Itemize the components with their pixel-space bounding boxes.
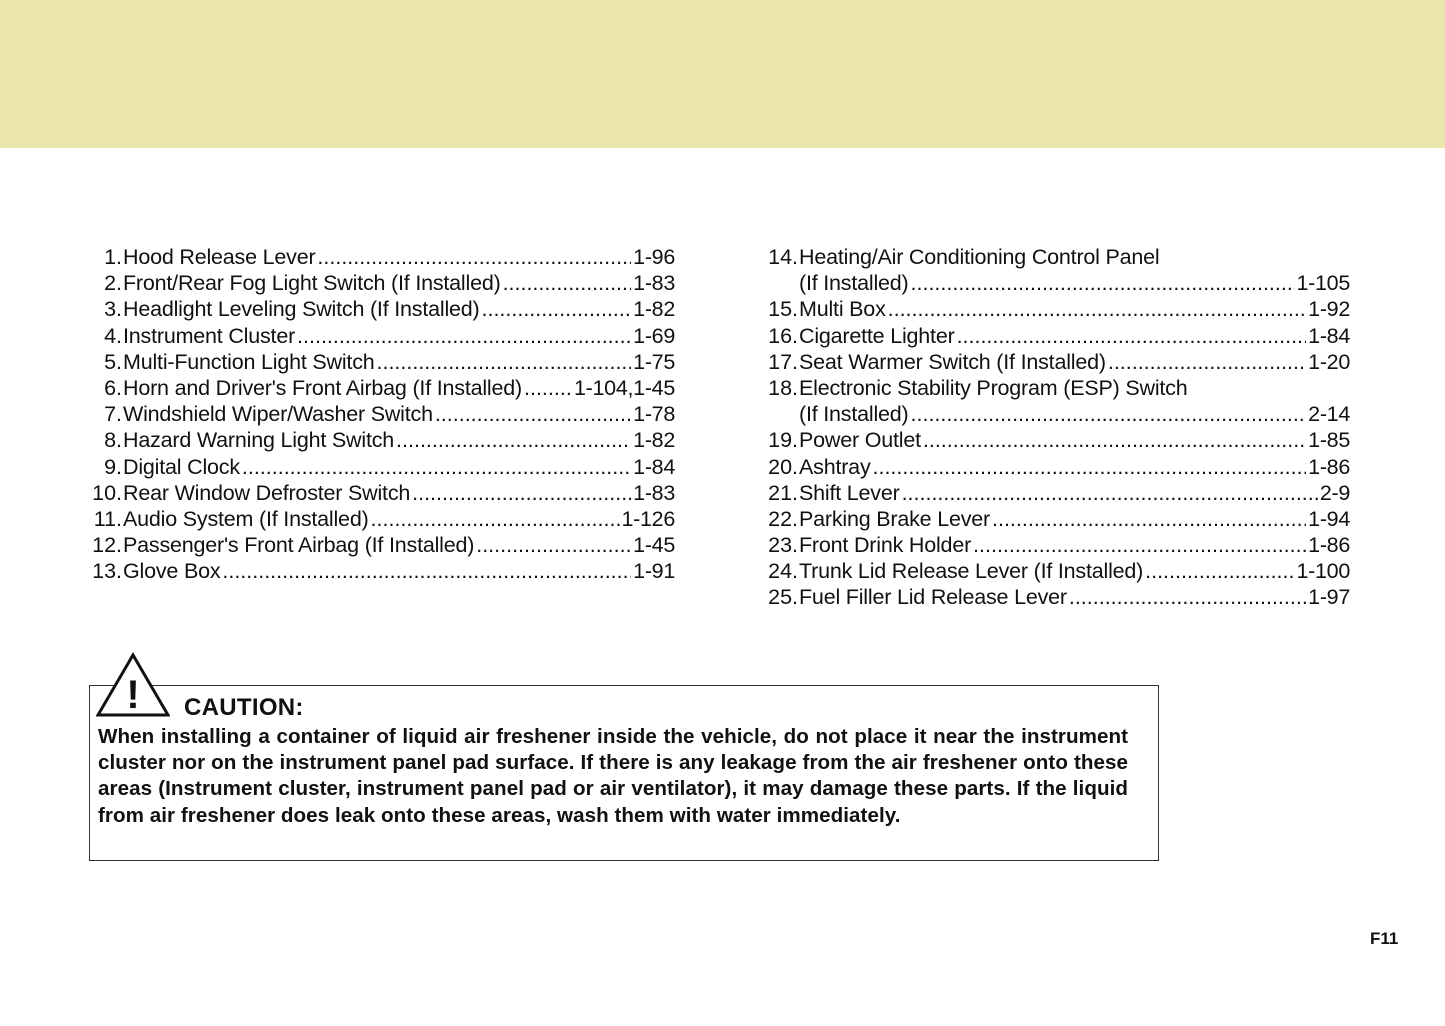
toc-entry-title: Multi Box	[799, 297, 886, 322]
toc-entry-number: 9.	[104, 454, 122, 479]
toc-entry-page: 1-78	[633, 402, 675, 427]
toc-entry-page: 1-92	[1308, 297, 1350, 322]
toc-entry-title: Trunk Lid Release Lever (If Installed)	[799, 559, 1144, 584]
toc-entry-number: 8.	[104, 428, 122, 453]
toc-entry-page: 1-86	[1308, 454, 1350, 479]
toc-entry	[763, 532, 1350, 558]
toc-entry-number: 23.	[768, 533, 798, 558]
toc-entry-number: 7.	[104, 402, 122, 427]
toc-entry	[87, 349, 675, 375]
toc-entry	[87, 296, 675, 322]
warning-triangle-icon	[96, 652, 170, 718]
toc-entry-page: 1-104,1-45	[574, 375, 675, 400]
toc-entry-number: 6.	[104, 375, 122, 400]
toc-entry-title: Passenger's Front Airbag (If Installed)	[123, 533, 475, 558]
toc-entry-page: 1-83	[633, 480, 675, 505]
toc-entry-number: 13.	[92, 559, 122, 584]
toc-entry-title: Instrument Cluster	[123, 323, 296, 348]
toc-leader-dots	[873, 454, 1307, 480]
toc-entry-page: 1-84	[633, 454, 675, 479]
toc-entry	[763, 454, 1350, 480]
toc-entry-title-cont: (If Installed)	[799, 402, 909, 427]
toc-entry-page: 1-82	[633, 297, 675, 322]
toc-entry-number: 12.	[92, 533, 122, 558]
toc-entry-number: 19.	[768, 428, 798, 453]
header-band	[0, 0, 1445, 148]
toc-entry-number: 10.	[92, 480, 122, 505]
toc-entry-page: 1-84	[1308, 323, 1350, 348]
toc-entry	[763, 427, 1350, 453]
toc-entry-number: 22.	[768, 506, 798, 531]
toc-left-column	[87, 244, 675, 584]
toc-entry	[763, 558, 1350, 584]
toc-entry	[87, 454, 675, 480]
toc-entry-title: Front Drink Holder	[799, 533, 972, 558]
toc-entry-number: 20.	[768, 454, 798, 479]
toc-entry-title: Rear Window Defroster Switch	[123, 480, 411, 505]
page-number: F11	[1370, 929, 1399, 948]
toc-entry	[763, 480, 1350, 506]
toc-entry-page: 1-82	[633, 428, 675, 453]
toc-entry-title: Seat Warmer Switch (If Installed)	[799, 349, 1106, 374]
toc-right-column	[763, 244, 1350, 611]
toc-entry	[87, 270, 675, 296]
toc-leader-dots	[503, 270, 632, 296]
toc-entry	[87, 532, 675, 558]
toc-leader-dots	[923, 427, 1306, 453]
toc-entry-title: Glove Box	[123, 559, 221, 584]
toc-entry	[763, 375, 1350, 401]
caution-title: CAUTION:	[184, 694, 308, 722]
toc-entry-page: 1-83	[633, 271, 675, 296]
toc-leader-dots	[888, 296, 1307, 322]
toc-entry-page: 1-85	[1308, 428, 1350, 453]
toc-leader-dots	[482, 296, 632, 322]
toc-entry-title: Windshield Wiper/Washer Switch	[123, 402, 433, 427]
toc-entry-page: 1-45	[633, 533, 675, 558]
toc-entry-number: 4.	[104, 323, 122, 348]
toc-entry	[763, 506, 1350, 532]
toc-entry-page: 2-9	[1319, 480, 1350, 505]
toc-entry	[87, 506, 675, 532]
warning-glyph: !	[126, 673, 140, 717]
toc-leader-dots	[476, 532, 631, 558]
toc-entry-number: 5.	[104, 349, 122, 374]
toc-entry	[87, 244, 675, 270]
toc-entry-number: 17.	[768, 349, 798, 374]
toc-entry-page: 2-14	[1308, 402, 1350, 427]
toc-entry-title: Ashtray	[799, 454, 871, 479]
toc-entry-number: 18.	[768, 375, 798, 400]
toc-entry-number: 25.	[768, 585, 798, 610]
toc-entry-continuation	[763, 401, 1350, 427]
toc-entry	[87, 480, 675, 506]
toc-entry-number: 2.	[104, 271, 122, 296]
toc-leader-dots	[1145, 558, 1294, 584]
toc-entry-page: 1-100	[1296, 559, 1350, 584]
toc-entry-number: 21.	[768, 480, 798, 505]
toc-leader-dots	[317, 244, 631, 270]
toc-entry-title: Audio System (If Installed)	[123, 506, 369, 531]
toc-entry-title: Parking Brake Lever	[799, 506, 990, 531]
toc-entry-number: 24.	[768, 559, 798, 584]
toc-entry	[87, 323, 675, 349]
toc-entry-title: Hood Release Lever	[123, 245, 316, 269]
toc-entry-page: 1-75	[633, 349, 675, 374]
toc-entry	[763, 244, 1350, 270]
toc-leader-dots	[1069, 584, 1306, 610]
toc-entry-continuation	[763, 270, 1350, 296]
toc-entry	[87, 375, 675, 401]
caution-text: When installing a container of liquid air freshener inside the vehicle, do not place it near the instrument cluster nor on the instrument panel pad surface. If there is any leakage from the air freshener onto these areas (Instrument cluster, instrument panel pad or air ventilator), it may damage these parts. If the liquid from air freshener does leak onto these areas, wash them with water immediately.	[98, 725, 1128, 827]
toc-entry-title: Multi-Function Light Switch	[123, 349, 375, 374]
toc-leader-dots	[524, 375, 572, 401]
toc-leader-dots	[911, 401, 1307, 427]
toc-entry-title: Heating/Air Conditioning Control Panel	[799, 245, 1160, 269]
toc-entry-page: 1-97	[1308, 585, 1350, 610]
toc-entry	[87, 558, 675, 584]
toc-entry-page: 1-105	[1296, 271, 1350, 296]
toc-leader-dots	[435, 401, 631, 427]
toc-entry-page: 1-126	[621, 506, 675, 531]
toc-entry-title: Fuel Filler Lid Release Lever	[799, 585, 1067, 610]
toc-leader-dots	[242, 454, 631, 480]
toc-entry-number: 14.	[768, 245, 798, 269]
toc-leader-dots	[377, 349, 632, 375]
toc-entry-number: 3.	[104, 297, 122, 322]
toc-entry-number: 11.	[93, 506, 122, 531]
toc-leader-dots	[396, 427, 631, 453]
toc-entry	[763, 349, 1350, 375]
toc-leader-dots	[992, 506, 1306, 532]
toc-entry	[87, 427, 675, 453]
toc-leader-dots	[902, 480, 1318, 506]
toc-entry-title: Power Outlet	[799, 428, 921, 453]
toc-entry-title: Electronic Stability Program (ESP) Switch	[799, 375, 1188, 400]
toc-entry-page: 1-94	[1308, 506, 1350, 531]
toc-entry-page: 1-20	[1308, 349, 1350, 374]
toc-leader-dots	[973, 532, 1306, 558]
toc-entry-title: Headlight Leveling Switch (If Installed)	[123, 297, 480, 322]
toc-entry-page: 1-86	[1308, 533, 1350, 558]
toc-entry-page: 1-69	[633, 323, 675, 348]
toc-entry-page: 1-91	[633, 559, 675, 584]
toc-entry-title: Cigarette Lighter	[799, 323, 955, 348]
toc-leader-dots	[911, 270, 1295, 296]
toc-entry-page: 1-96	[633, 245, 675, 269]
toc-leader-dots	[1108, 349, 1306, 375]
toc-entry-number: 1.	[104, 245, 122, 269]
toc-entry-number: 15.	[768, 297, 798, 322]
toc-entry	[763, 323, 1350, 349]
toc-entry-number: 16.	[768, 323, 798, 348]
toc-entry-title: Horn and Driver's Front Airbag (If Installed)	[123, 375, 522, 400]
toc-leader-dots	[222, 558, 631, 584]
toc-entry	[763, 296, 1350, 322]
toc-entry-title-cont: (If Installed)	[799, 271, 909, 296]
toc-leader-dots	[297, 323, 631, 349]
toc-entry-title: Front/Rear Fog Light Switch (If Installed)	[123, 271, 501, 296]
toc-leader-dots	[371, 506, 620, 532]
toc-entry-title: Shift Lever	[799, 480, 900, 505]
toc-leader-dots	[957, 323, 1307, 349]
toc-leader-dots	[412, 480, 631, 506]
toc-entry-title: Hazard Warning Light Switch	[123, 428, 395, 453]
toc-entry	[87, 401, 675, 427]
toc-entry	[763, 584, 1350, 610]
toc-entry-title: Digital Clock	[123, 454, 240, 479]
